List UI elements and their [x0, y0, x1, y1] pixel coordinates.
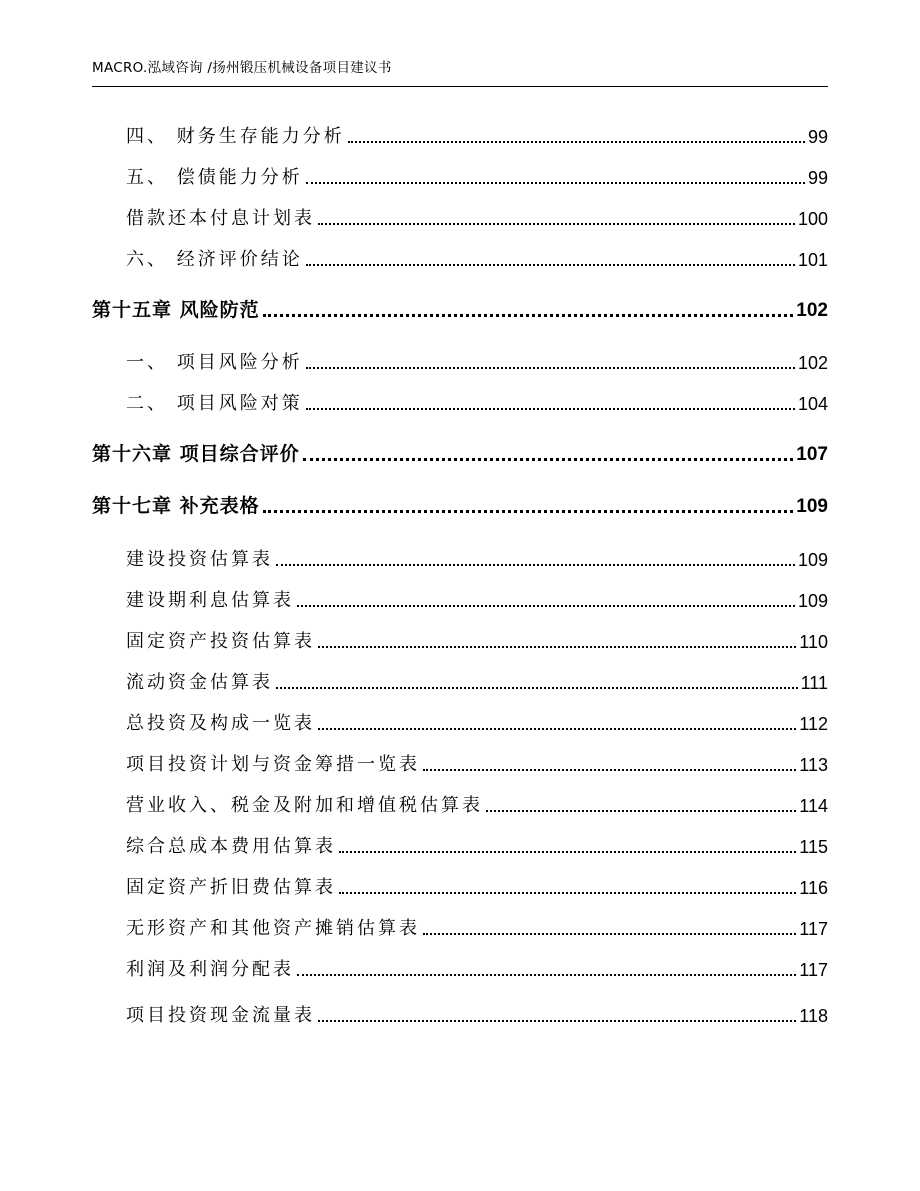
toc-chapter-label: 第十七章 补充表格 [92, 495, 260, 517]
toc-entry-page: 117 [799, 960, 828, 980]
toc-entry-page: 110 [799, 632, 828, 652]
toc-dot-leader [318, 646, 796, 648]
toc-entry-page: 101 [797, 250, 828, 270]
toc-entry[interactable] [126, 122, 828, 148]
toc-dot-leader [306, 182, 805, 184]
toc-entry-page: 99 [807, 168, 828, 188]
toc-entry-page: 99 [807, 127, 828, 147]
toc-entry-page: 116 [799, 878, 828, 898]
toc-dot-leader [486, 810, 796, 812]
toc-dot-leader [297, 974, 796, 976]
toc-entry[interactable] [126, 791, 828, 817]
toc-entry-page: 113 [799, 755, 828, 775]
toc-entry[interactable] [126, 204, 828, 230]
toc-entry-page: 112 [799, 714, 828, 734]
toc-entry-page: 104 [797, 394, 828, 414]
toc-entry-label: 二、 项目风险对策 [126, 393, 303, 414]
toc-entry[interactable] [126, 245, 828, 271]
page-header: MACRO.泓域咨询 /扬州锻压机械设备项目建议书 [92, 60, 392, 76]
toc-chapter-entry[interactable] [92, 295, 828, 322]
toc-entry-label: 一、 项目风险分析 [126, 352, 303, 373]
toc-entry-label: 无形资产和其他资产摊销估算表 [126, 918, 420, 939]
toc-entry-page: 117 [799, 919, 828, 939]
toc-entry-label: 营业收入、税金及附加和增值税估算表 [126, 795, 483, 816]
toc-dot-leader [303, 458, 794, 461]
toc-entry-label: 建设投资估算表 [126, 549, 273, 570]
toc-entry[interactable] [126, 348, 828, 374]
toc-entry-label: 综合总成本费用估算表 [126, 836, 336, 857]
toc-dot-leader [306, 264, 795, 266]
toc-dot-leader [318, 728, 796, 730]
toc-entry[interactable] [126, 163, 828, 189]
toc-dot-leader [423, 769, 796, 771]
toc-dot-leader [306, 367, 795, 369]
toc-chapter-entry[interactable] [92, 439, 828, 466]
toc-dot-leader [263, 510, 794, 513]
toc-entry-page: 118 [799, 1006, 828, 1026]
toc-entry[interactable] [126, 955, 828, 981]
toc-entry-label: 总投资及构成一览表 [126, 713, 315, 734]
toc-entry-label: 固定资产折旧费估算表 [126, 877, 336, 898]
toc-entry-label: 建设期利息估算表 [126, 590, 294, 611]
toc-dot-leader [423, 933, 796, 935]
toc-entry-label: 项目投资现金流量表 [126, 1005, 315, 1026]
toc-entry-page: 115 [799, 837, 828, 857]
toc-entry[interactable] [126, 1001, 828, 1027]
toc-entry-page: 109 [797, 550, 828, 570]
toc-entry-label: 利润及利润分配表 [126, 959, 294, 980]
toc-entry[interactable] [126, 709, 828, 735]
toc-entry-label: 固定资产投资估算表 [126, 631, 315, 652]
toc-entry-label: 六、 经济评价结论 [126, 249, 303, 270]
toc-entry-page: 111 [800, 673, 828, 693]
toc-dot-leader [318, 1020, 796, 1022]
toc-chapter-page: 102 [796, 300, 828, 321]
toc-entry-label: 项目投资计划与资金筹措一览表 [126, 754, 420, 775]
toc-dot-leader [297, 605, 795, 607]
toc-chapter-label: 第十六章 项目综合评价 [92, 443, 300, 465]
toc-chapter-label: 第十五章 风险防范 [92, 299, 260, 321]
toc-dot-leader [318, 223, 795, 225]
toc-dot-leader [276, 687, 798, 689]
toc-entry[interactable] [126, 389, 828, 415]
toc-dot-leader [263, 314, 794, 317]
toc-entry[interactable] [126, 914, 828, 940]
toc-dot-leader [339, 892, 796, 894]
toc-dot-leader [276, 564, 795, 566]
toc-entry-label: 借款还本付息计划表 [126, 208, 315, 229]
toc-entry-page: 114 [799, 796, 828, 816]
toc-entry-page: 102 [797, 353, 828, 373]
toc-entry-label: 流动资金估算表 [126, 672, 273, 693]
toc-entry[interactable] [126, 832, 828, 858]
toc-chapter-entry[interactable] [92, 491, 828, 518]
toc-entry-page: 100 [797, 209, 828, 229]
toc-entry-page: 109 [797, 591, 828, 611]
toc-dot-leader [348, 141, 805, 143]
toc-dot-leader [339, 851, 796, 853]
toc-entry-label: 五、 偿债能力分析 [126, 167, 303, 188]
toc-dot-leader [306, 408, 795, 410]
toc-entry-label: 四、 财务生存能力分析 [126, 126, 345, 147]
toc-entry[interactable] [126, 750, 828, 776]
toc-entry[interactable] [126, 586, 828, 612]
toc-chapter-page: 107 [796, 444, 828, 465]
toc-entry[interactable] [126, 668, 828, 694]
toc-entry[interactable] [126, 627, 828, 653]
toc-entry[interactable] [126, 873, 828, 899]
toc-chapter-page: 109 [796, 496, 828, 517]
toc-entry[interactable] [126, 545, 828, 571]
